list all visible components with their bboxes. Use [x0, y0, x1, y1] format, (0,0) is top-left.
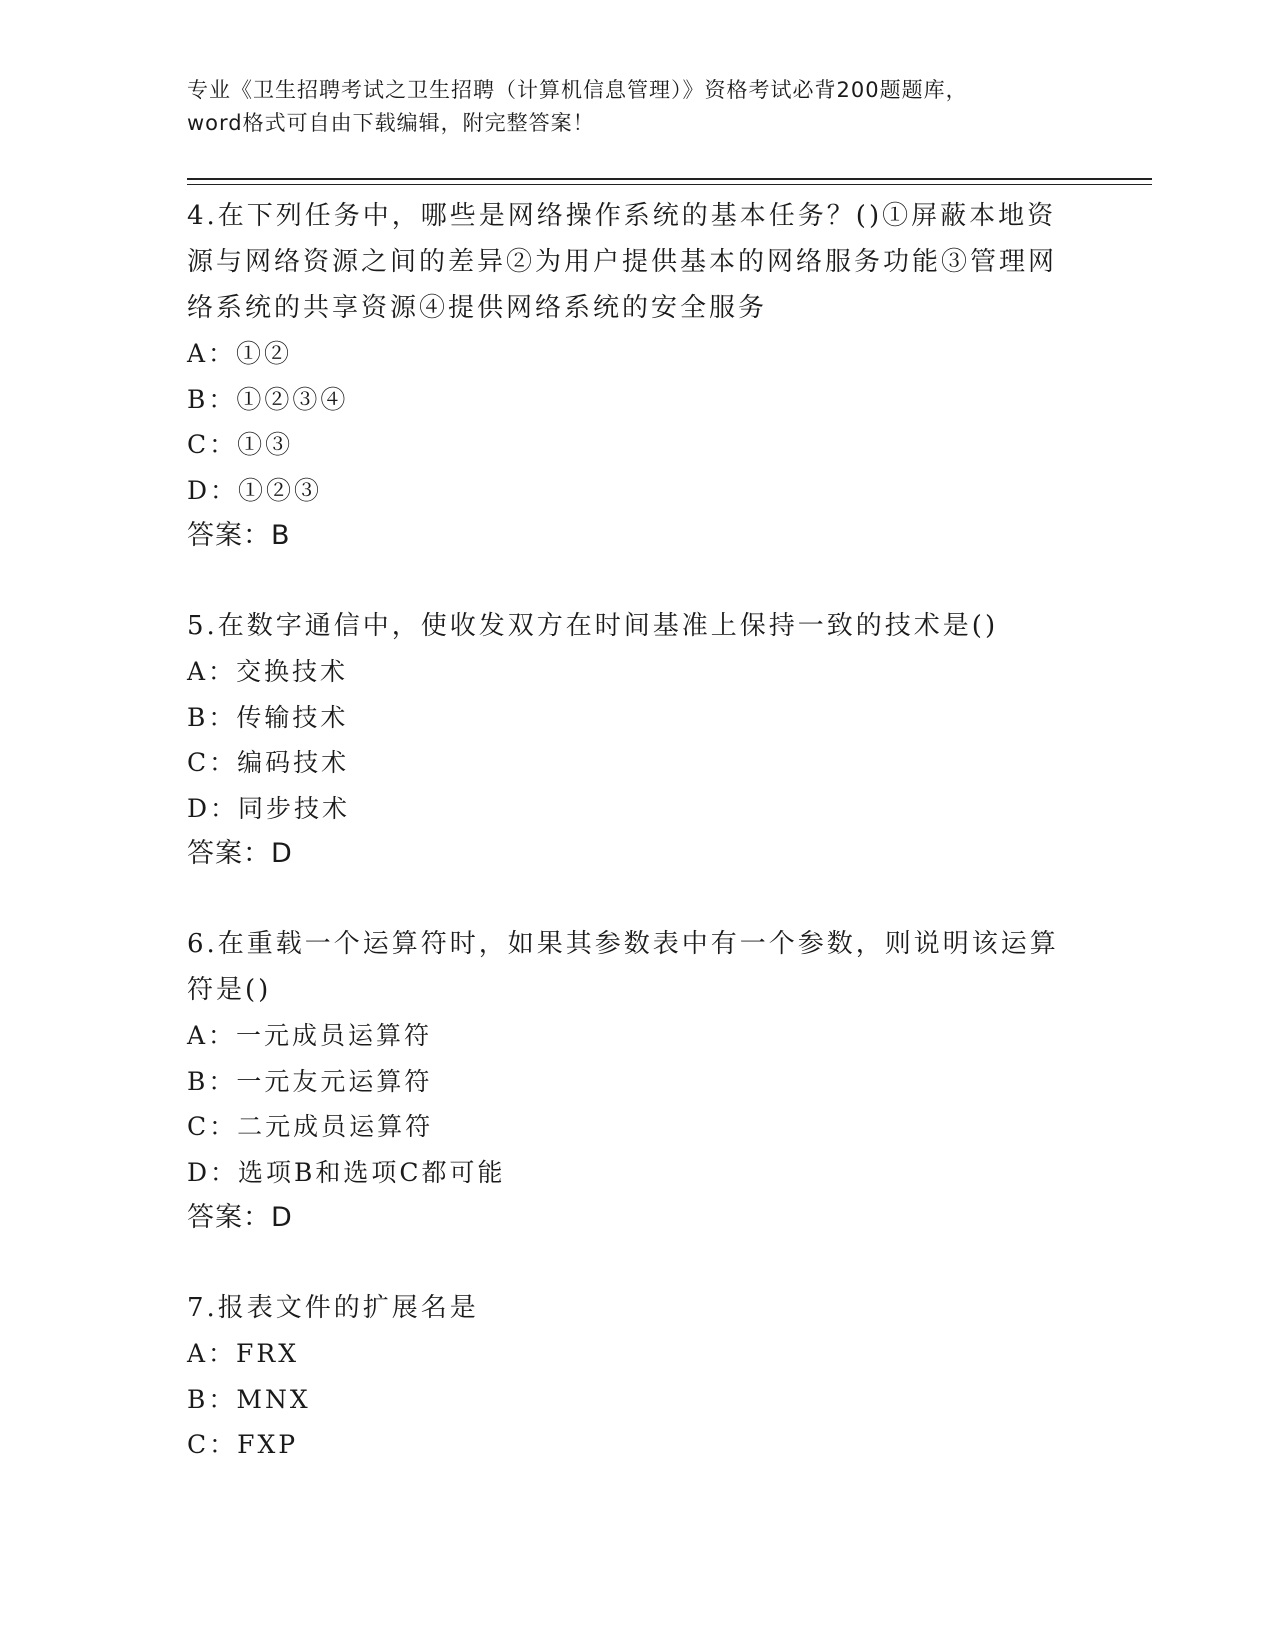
question-text-line: 6.在重载一个运算符时，如果其参数表中有一个参数，则说明该运算: [187, 929, 1059, 959]
question-list: [187, 193, 1067, 1468]
option-b: B：传输技术: [187, 702, 349, 732]
header-line-1: 专业《卫生招聘考试之卫生招聘（计算机信息管理）》资格考试必背200题题库，: [187, 78, 968, 102]
question-spacer: [187, 1241, 1067, 1285]
question-4: [187, 193, 1067, 559]
option-a: A：①②: [187, 339, 293, 368]
option-b: B：①②③④: [187, 384, 349, 414]
option-d: D：同步技术: [187, 793, 351, 823]
question-7: [187, 1285, 1067, 1468]
option-b: B：一元友元运算符: [187, 1066, 433, 1096]
header-line-2: word格式可自由下载编辑，附完整答案！: [187, 111, 595, 135]
option-a: A：交换技术: [187, 657, 349, 686]
option-c: C：编码技术: [187, 748, 350, 777]
question-text-line: 7.报表文件的扩展名是: [187, 1293, 479, 1323]
question-text-line: 络系统的共享资源④提供网络系统的安全服务: [187, 293, 768, 323]
answer-label: 答案：D: [187, 838, 293, 869]
option-c: C：二元成员运算符: [187, 1112, 434, 1141]
option-d: D：选项B和选项C都可能: [187, 1157, 506, 1187]
header-divider-thin: [187, 184, 1152, 185]
document-header: [187, 74, 1087, 140]
option-b: B：MNX: [187, 1384, 311, 1414]
option-c: C：FXP: [187, 1430, 299, 1459]
option-c: C：①③: [187, 430, 294, 459]
question-spacer: [187, 559, 1067, 603]
answer-label: 答案：D: [187, 1202, 293, 1233]
question-text-line: 源与网络资源之间的差异②为用户提供基本的网络服务功能③管理网: [187, 247, 1058, 277]
question-spacer: [187, 877, 1067, 921]
question-text-line: 4.在下列任务中，哪些是网络操作系统的基本任务？()①屏蔽本地资: [187, 201, 1057, 231]
question-text-line: 符是(): [187, 975, 272, 1005]
answer-label: 答案：B: [187, 520, 291, 551]
option-d: D：①②③: [187, 475, 323, 505]
question-text-line: 5.在数字通信中，使收发双方在时间基准上保持一致的技术是(): [187, 611, 999, 641]
option-a: A：一元成员运算符: [187, 1021, 433, 1050]
header-divider-thick: [187, 178, 1152, 180]
question-6: [187, 921, 1067, 1241]
question-5: [187, 603, 1067, 877]
option-a: A：FRX: [187, 1339, 300, 1368]
